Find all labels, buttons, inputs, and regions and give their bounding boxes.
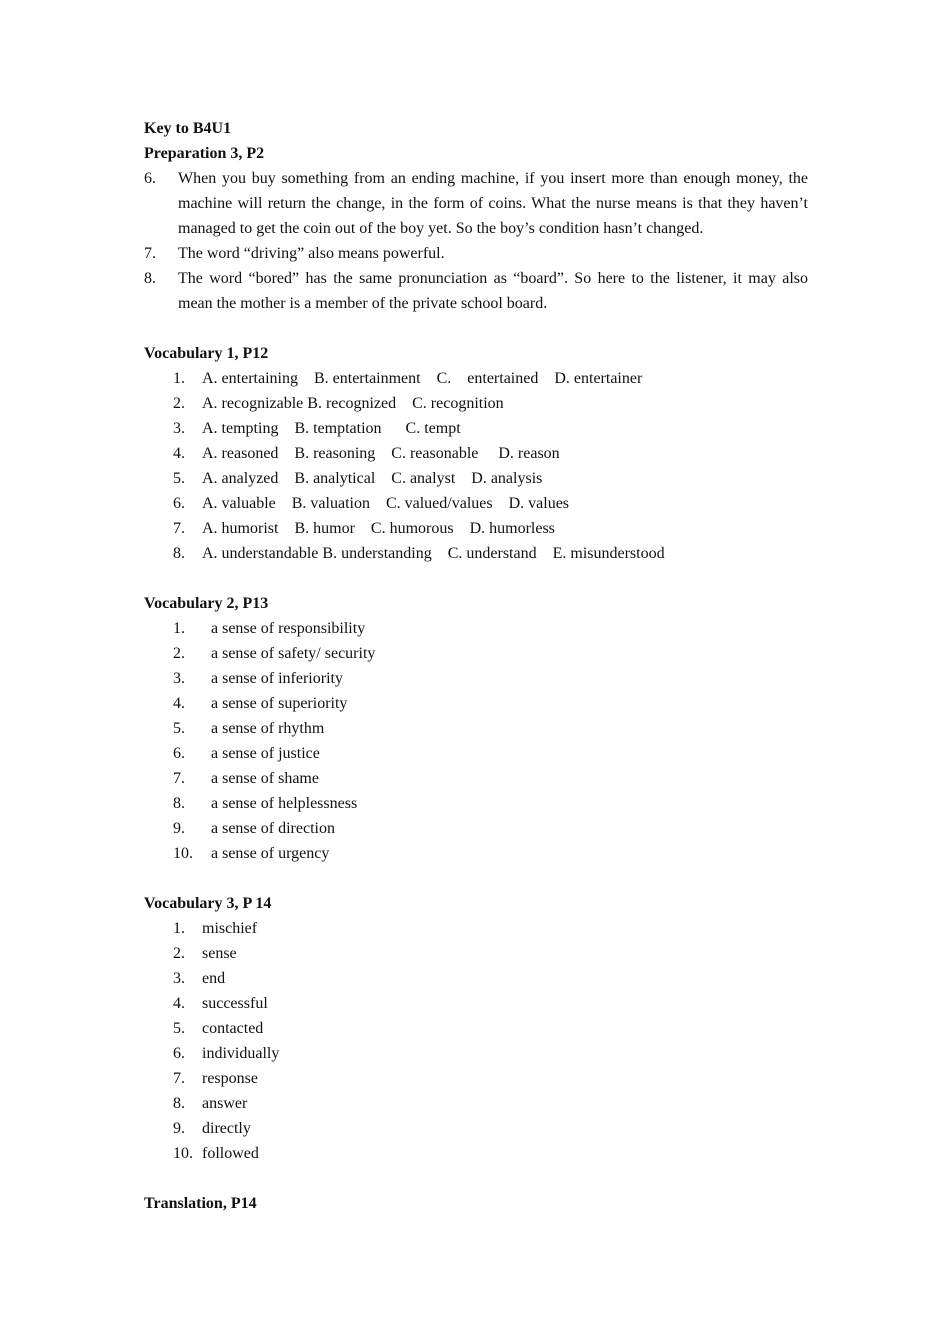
vocabulary-3-list — [144, 916, 808, 1166]
item-number: 4. — [173, 445, 185, 462]
item-text: A. entertaining B. entertainment C. entertained D. entertainer — [202, 370, 643, 387]
list-item — [144, 1091, 808, 1116]
list-item — [144, 1066, 808, 1091]
list-item — [144, 1141, 808, 1166]
list-item — [144, 441, 808, 466]
item-number: 10. — [173, 1145, 193, 1162]
item-number: 8. — [144, 270, 156, 287]
item-text: contacted — [202, 1020, 264, 1037]
item-number: 10. — [173, 845, 193, 862]
list-item — [144, 541, 808, 566]
item-text: followed — [202, 1145, 259, 1162]
item-text: a sense of direction — [211, 820, 335, 837]
item-text: a sense of helplessness — [211, 795, 358, 812]
item-number: 9. — [173, 820, 185, 837]
document-title: Key to B4U1 — [144, 120, 232, 137]
item-number: 8. — [173, 545, 185, 562]
item-number: 2. — [173, 395, 185, 412]
list-item — [144, 391, 808, 416]
item-text: a sense of shame — [211, 770, 319, 787]
item-text: a sense of justice — [211, 745, 320, 762]
item-text: a sense of urgency — [211, 845, 330, 862]
item-number: 6. — [173, 495, 185, 512]
item-text: A. reasoned B. reasoning C. reasonable D. reason — [202, 445, 560, 462]
item-number: 8. — [173, 795, 185, 812]
item-text: a sense of superiority — [211, 695, 348, 712]
item-number: 5. — [173, 470, 185, 487]
item-number: 4. — [173, 695, 185, 712]
list-item — [144, 266, 808, 316]
item-number: 5. — [173, 1020, 185, 1037]
list-item — [144, 1041, 808, 1066]
item-text: directly — [202, 1120, 251, 1137]
list-item — [144, 916, 808, 941]
item-number: 6. — [173, 745, 185, 762]
item-text: end — [202, 970, 226, 987]
item-text: sense — [202, 945, 237, 962]
item-number: 4. — [173, 995, 185, 1012]
item-text: A. valuable B. valuation C. valued/values D. values — [202, 495, 570, 512]
spacer — [144, 866, 808, 891]
item-text: a sense of inferiority — [211, 670, 343, 687]
item-number: 3. — [173, 970, 185, 987]
item-text: response — [202, 1070, 258, 1087]
list-item — [144, 791, 808, 816]
list-item — [144, 241, 808, 266]
spacer — [144, 566, 808, 591]
item-text: A. understandable B. understanding C. understand E. misunderstood — [202, 545, 665, 562]
preparation-heading: Preparation 3, P2 — [144, 145, 265, 162]
vocabulary-3-heading: Vocabulary 3, P 14 — [144, 895, 272, 912]
item-number: 2. — [173, 645, 185, 662]
item-text: The word “bored” has the same pronunciation as “board”. So here to the listener, it may also mean the mother is a member of the private school board. — [178, 270, 808, 312]
item-number: 7. — [173, 520, 185, 537]
list-item — [144, 516, 808, 541]
list-item — [144, 166, 808, 241]
item-number: 5. — [173, 720, 185, 737]
vocabulary-2-list — [144, 616, 808, 866]
list-item — [144, 941, 808, 966]
vocabulary-1-heading: Vocabulary 1, P12 — [144, 345, 269, 362]
list-item — [144, 641, 808, 666]
list-item — [144, 366, 808, 391]
item-text: A. humorist B. humor C. humorous D. humorless — [202, 520, 555, 537]
item-number: 3. — [173, 420, 185, 437]
item-text: answer — [202, 1095, 248, 1112]
vocabulary-2-heading: Vocabulary 2, P13 — [144, 595, 269, 612]
item-number: 6. — [144, 170, 156, 187]
item-text: A. analyzed B. analytical C. analyst D. analysis — [202, 470, 543, 487]
list-item — [144, 616, 808, 641]
item-text: A. recognizable B. recognized C. recognition — [202, 395, 504, 412]
item-text: successful — [202, 995, 268, 1012]
item-text: individually — [202, 1045, 280, 1062]
list-item — [144, 991, 808, 1016]
list-item — [144, 491, 808, 516]
item-number: 3. — [173, 670, 185, 687]
list-item — [144, 1016, 808, 1041]
list-item — [144, 766, 808, 791]
item-number: 9. — [173, 1120, 185, 1137]
list-item — [144, 666, 808, 691]
list-item — [144, 841, 808, 866]
document-page — [144, 116, 808, 1216]
item-number: 1. — [173, 370, 185, 387]
item-number: 7. — [173, 1070, 185, 1087]
list-item — [144, 466, 808, 491]
spacer — [144, 1166, 808, 1191]
item-number: 2. — [173, 945, 185, 962]
list-item — [144, 816, 808, 841]
list-item — [144, 416, 808, 441]
list-item — [144, 1116, 808, 1141]
list-item — [144, 966, 808, 991]
list-item — [144, 741, 808, 766]
item-text: When you buy something from an ending machine, if you insert more than enough money, the machine will return the change, in the form of coins. What the nurse means is that they haven’t managed to get the coin out of the boy yet. So the boy’s condition hasn’t changed. — [178, 170, 808, 237]
item-text: a sense of rhythm — [211, 720, 325, 737]
item-number: 7. — [173, 770, 185, 787]
vocabulary-1-list — [144, 366, 808, 566]
item-text: The word “driving” also means powerful. — [178, 245, 445, 262]
preparation-list — [144, 166, 808, 316]
list-item — [144, 691, 808, 716]
spacer — [144, 316, 808, 341]
item-number: 1. — [173, 620, 185, 637]
item-number: 1. — [173, 920, 185, 937]
translation-heading: Translation, P14 — [144, 1195, 257, 1212]
item-number: 7. — [144, 245, 156, 262]
item-text: a sense of safety/ security — [211, 645, 376, 662]
item-text: a sense of responsibility — [211, 620, 366, 637]
list-item — [144, 716, 808, 741]
item-text: mischief — [202, 920, 258, 937]
item-number: 6. — [173, 1045, 185, 1062]
item-number: 8. — [173, 1095, 185, 1112]
item-text: A. tempting B. temptation C. tempt — [202, 420, 461, 437]
